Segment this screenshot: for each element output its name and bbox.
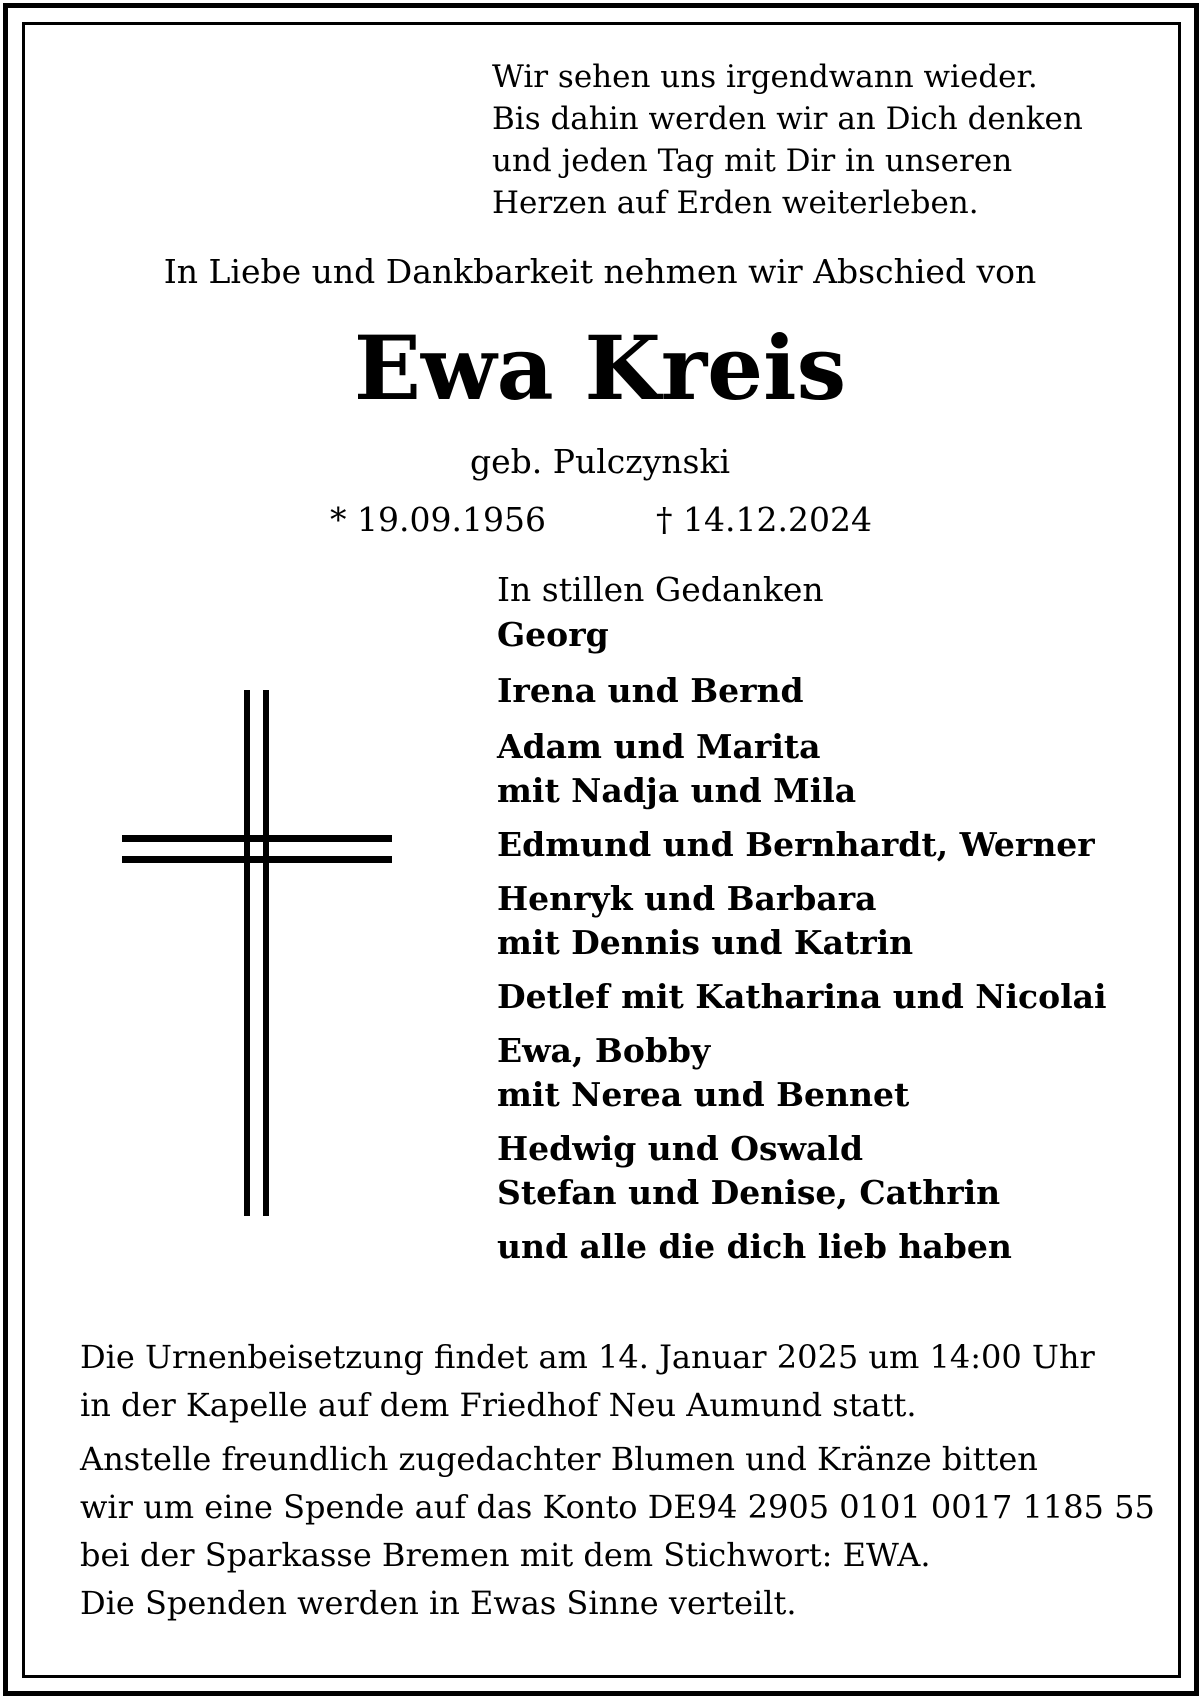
footer-notice (80, 1333, 1155, 1627)
donation-line: bei der Sparkasse Bremen mit dem Stichwort: EWA. (80, 1536, 931, 1574)
mourner-line: mit Dennis und Katrin (497, 923, 914, 962)
mourner-line: Georg (497, 615, 609, 654)
poem-line: Wir sehen uns irgendwann wieder. (492, 59, 1038, 95)
donation-notice (80, 1435, 1155, 1627)
poem-line: Herzen auf Erden weiterleben. (492, 185, 979, 221)
poem-line: Bis dahin werden wir an Dich denken (492, 101, 1083, 137)
mourner-line: Stefan und Denise, Cathrin (497, 1173, 1001, 1212)
donation-line: Anstelle freundlich zugedachter Blumen und Kränze bitten (80, 1440, 1038, 1478)
burial-notice (80, 1333, 1155, 1429)
mourners-heading: In stillen Gedanken (497, 570, 824, 609)
poem (492, 56, 1083, 224)
mourner-line: und alle die dich lieb haben (497, 1227, 1012, 1266)
deceased-name: Ewa Kreis (353, 316, 847, 420)
death-date: † 14.12.2024 (656, 500, 872, 539)
cross-icon (122, 690, 394, 1220)
mourner-line: Irena und Bernd (497, 671, 804, 710)
birth-date: * 19.09.1956 (330, 500, 546, 539)
mourner-line: Ewa, Bobby (497, 1031, 711, 1070)
mourner-line: mit Nerea und Bennet (497, 1075, 910, 1114)
mourners-list (497, 569, 1107, 1271)
maiden-name: geb. Pulczynski (469, 442, 731, 481)
burial-line: Die Urnenbeisetzung findet am 14. Januar 2025 um 14:00 Uhr (80, 1338, 1095, 1376)
farewell-intro: In Liebe und Dankbarkeit nehmen wir Abschied von (163, 252, 1037, 291)
mourner-line: Henryk und Barbara (497, 879, 877, 918)
mourner-line: Detlef mit Katharina und Nicolai (497, 977, 1107, 1016)
burial-line: in der Kapelle auf dem Friedhof Neu Aumund statt. (80, 1386, 917, 1424)
mourner-line: Hedwig und Oswald (497, 1129, 864, 1168)
donation-line: wir um eine Spende auf das Konto DE94 2905 0101 0017 1185 55 (80, 1488, 1155, 1526)
donation-line: Die Spenden werden in Ewas Sinne verteilt. (80, 1584, 797, 1622)
mourner-line: Adam und Marita (497, 727, 821, 766)
poem-line: und jeden Tag mit Dir in unseren (492, 143, 1013, 179)
mourner-line: Edmund und Bernhardt, Werner (497, 825, 1095, 864)
mourner-line: mit Nadja und Mila (497, 771, 857, 810)
